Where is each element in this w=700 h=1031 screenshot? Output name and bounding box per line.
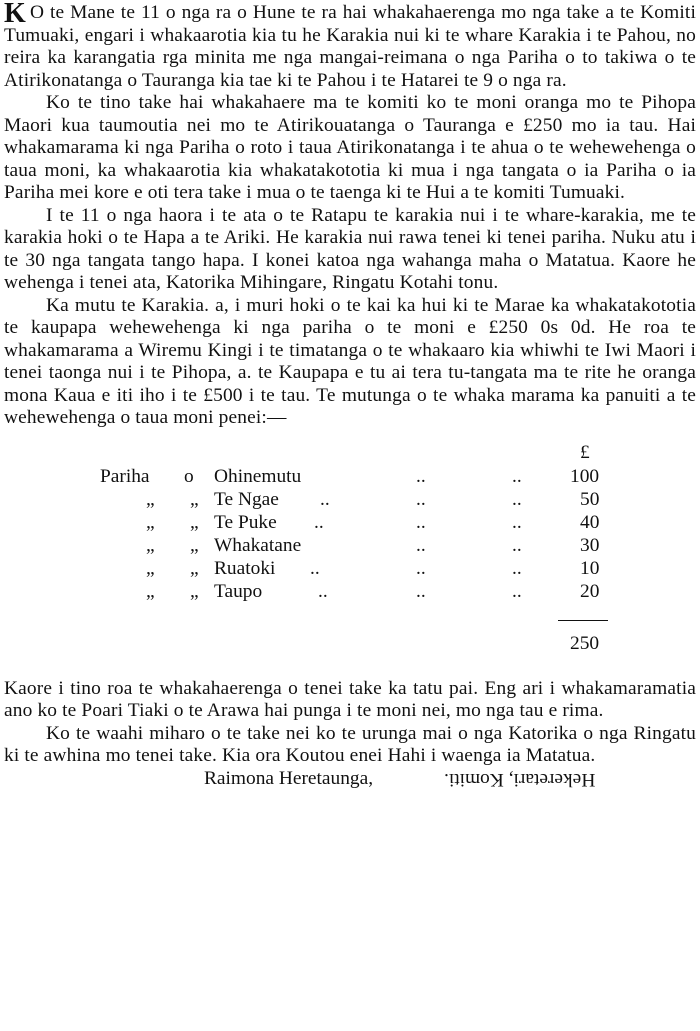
parish-name: Te Puke — [214, 511, 277, 533]
total-amount: 250 — [570, 632, 600, 654]
amount: 20 — [580, 580, 600, 602]
paragraph-3: I te 11 o nga haora i te ata o te Ratapu te karakia nui i te whare-karakia, me te karakia hoki o te Hapa a te Ariki. He karakia nui rawa tenei ki tenei pariha. Nuku atu i te 30 nga tangata tango hapa. I konei katoa nga wahanga maha o Matatua. Kaore he wehenga i tenei ata, Katorika Mihingare, Ringatu Kotahi tonu. — [4, 204, 696, 293]
leader-dots: .. — [512, 488, 522, 510]
amount: 10 — [580, 557, 600, 579]
parish-name: Te Ngae — [214, 488, 279, 510]
leader-dots: .. — [314, 511, 324, 533]
leader-dots: .. — [416, 557, 426, 579]
signatory-name: Raimona Heretaunga, — [204, 767, 374, 789]
ditto-mark: „ — [146, 557, 155, 579]
leader-dots: .. — [318, 580, 328, 602]
drop-cap: K — [4, 0, 26, 29]
ditto-mark: „ — [190, 534, 199, 556]
paragraph-2: Ko te tino take hai whakahaere ma te komiti ko te moni oranga mo te Pihopa Maori kua taumoutia nei mo te Atirikouatanga o Tauranga e £250 mo ia tau. Hai whakamarama ki nga Pariha o roto i taua Atirikonatanga i te ahua o te wehewehenga o taua moni, ka whakaarotia kia whakatakototia ki mua i nga tangata o ia Pariha o ia Pariha mei kore e oti tera take i mua o te taenga ki te Hui a te komiti Tumuaki. — [4, 92, 696, 203]
ditto-mark: „ — [146, 580, 155, 602]
paragraph-6: Ko te waahi miharo o te take nei ko te urunga mai o nga Katorika o nga Ringatu ki te awhina mo tenei take. Kia ora Koutou enei Hahi i waenga ia Matatua. — [4, 722, 696, 766]
ditto-mark: „ — [146, 511, 155, 533]
ditto-mark: „ — [146, 488, 155, 510]
amount: 40 — [580, 511, 600, 533]
leader-dots: .. — [512, 465, 522, 487]
allocation-table — [4, 430, 696, 678]
signatory-title: Hekeretari, Komiti. — [444, 768, 596, 790]
amount: 100 — [570, 465, 600, 487]
leader-dots: .. — [416, 465, 426, 487]
leader-dots: .. — [416, 488, 426, 510]
leader-dots: .. — [416, 580, 426, 602]
row-prefix: o — [184, 465, 194, 487]
ditto-mark: „ — [146, 534, 155, 556]
amount: 30 — [580, 534, 600, 556]
document-page — [4, 2, 696, 794]
leader-dots: .. — [512, 580, 522, 602]
leader-dots: .. — [512, 511, 522, 533]
parish-name: Ruatoki — [214, 557, 276, 579]
leader-dots: .. — [512, 557, 522, 579]
parish-name: Ohinemutu — [214, 465, 302, 487]
ditto-mark: „ — [190, 511, 199, 533]
leader-dots: .. — [310, 557, 320, 579]
ditto-mark: „ — [190, 488, 199, 510]
ditto-mark: „ — [190, 557, 199, 579]
total-rule — [558, 620, 608, 621]
ditto-mark: „ — [190, 580, 199, 602]
parish-name: Taupo — [214, 580, 263, 602]
paragraph-4: Ka mutu te Karakia. a, i muri hoki o te kai ka hui ki te Marae ka whakatakototia te kaupapa wehewehenga ki nga pariha o te moni e £250 0s 0d. He roa te whakamarama a Wiremu Kingi i te timatanga o te whakaaro kia whiwhi te Iwi Maori i tenei taonga nui i te Pihopa, a. te Kaupapa e tu ai tera tu-tangata ma te rite he oranga mona Kaua e iti iho i te £500 i te tau. Te mutunga o te whaka marama ka panuiti a te wehewehenga o taua moni penei:— — [4, 294, 696, 428]
paragraph-5: Kaore i tino roa te whakahaerenga o tenei take ka tatu pai. Eng ari i whakamaramatia ano ko te Poari Tiaki o te Arawa hai punga i te moni nei, mo nga tau e rima. — [4, 677, 696, 721]
amount: 50 — [580, 488, 600, 510]
paragraph-1 — [4, 2, 696, 92]
paragraph-1-text: O te Mane te 11 o nga ra o Hune te ra hai whakahaerenga mo nga take a te Komiti Tumuaki, engari i whakaarotia kia tu he Karakia nui ki te whare Karakia i te Pahou, no reira ka karangatia rga minita me nga mangai-reimana o nga Pariha o to takiwa o te Atirikonatanga o Tauranga kia tae ki te Pahou i te Hatarei te 9 o nga ra. — [4, 2, 696, 91]
row-label: Pariha — [100, 465, 150, 487]
leader-dots: .. — [416, 534, 426, 556]
currency-header: £ — [580, 441, 590, 463]
leader-dots: .. — [512, 534, 522, 556]
parish-name: Whakatane — [214, 534, 302, 556]
leader-dots: .. — [416, 511, 426, 533]
signature-line — [4, 768, 696, 794]
leader-dots: .. — [320, 488, 330, 510]
